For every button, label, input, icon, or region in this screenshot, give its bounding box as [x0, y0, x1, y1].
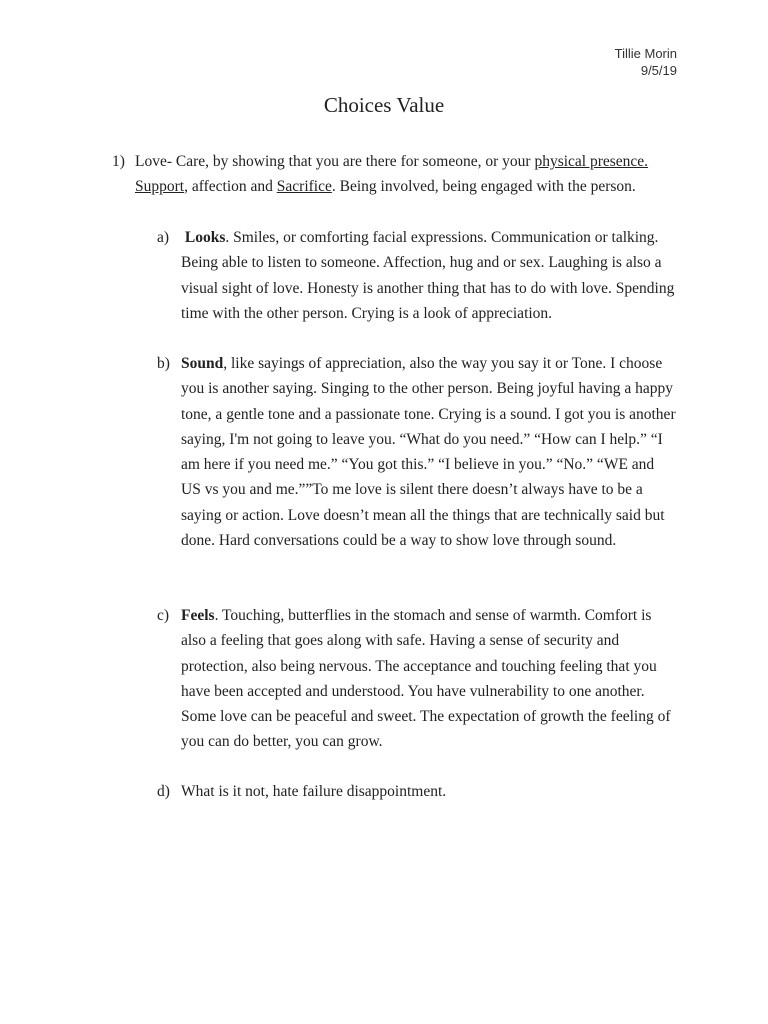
- sub-item-d: [157, 779, 677, 804]
- sub-item-a: [157, 225, 677, 326]
- list-item-text: [112, 149, 672, 200]
- sub-item-body: . Smiles, or comforting facial expressions. Communication or talking. Being able to listen to someone. Affection, hug and or sex. Laughing is also a visual sight of love. Honesty is another thing that has to do with love. Spending time with the other person. Crying is a look of appreciation.: [181, 229, 675, 322]
- list-item-1: [112, 149, 672, 200]
- sub-item-marker: a): [157, 229, 170, 246]
- sub-item-marker: c): [157, 607, 170, 624]
- sub-item-heading: Looks: [184, 229, 226, 246]
- sub-item-text: [157, 603, 677, 755]
- sub-item-body: What is it not, hate failure disappointment.: [181, 783, 447, 800]
- document-date: 9/5/19: [640, 63, 677, 78]
- sub-item-heading: Feels: [181, 607, 215, 624]
- sub-item-body: . Touching, butterflies in the stomach and sense of warmth. Comfort is also a feeling that goes along with safe. Having a sense of security and protection, also being nervous. The acceptance and touching feeling that you have been accepted and understood. You have vulnerability to one another. Some love can be peaceful and sweet. The expectation of growth the feeling of you can do better, you can grow.: [181, 607, 671, 751]
- sub-item-body: , like sayings of appreciation, also the way you say it or Tone. I choose you is another saying. Singing to the other person. Being joyful having a happy tone, a gentle tone and a passionate tone. Crying is a sound. I got you is another saying, I'm not going to leave you. “What do you need.” “How can I help.” “I am here if you need me.” “You got this.” “I believe in you.” “No.” “WE and US vs you and me.””To me love is silent there doesn’t always have to be a saying or action. Love doesn’t mean all the things that are technically said but done. Hard conversations could be a way to show love through sound.: [181, 355, 676, 550]
- text-segment: , affection and: [184, 178, 277, 196]
- sub-item-marker: b): [157, 355, 170, 372]
- sub-item-heading: Sound: [181, 355, 224, 372]
- underlined-text: physical presence. Support: [135, 153, 649, 196]
- sub-item-marker: d): [157, 783, 170, 800]
- document-title: Choices Value: [323, 93, 445, 117]
- sub-item-text: [157, 351, 677, 553]
- underlined-text: Sacrifice: [276, 178, 332, 196]
- document-header: [615, 45, 677, 79]
- author-name: Tillie Morin: [614, 46, 677, 61]
- text-segment: . Being involved, being engaged with the person.: [331, 178, 636, 196]
- list-number: 1): [112, 153, 125, 170]
- sub-item-text: [157, 779, 677, 804]
- text-segment: Love- Care, by showing that you are there for someone, or your: [135, 153, 535, 170]
- sub-item-c: [157, 603, 677, 755]
- sub-item-b: [157, 351, 677, 553]
- sub-item-text: [157, 225, 677, 326]
